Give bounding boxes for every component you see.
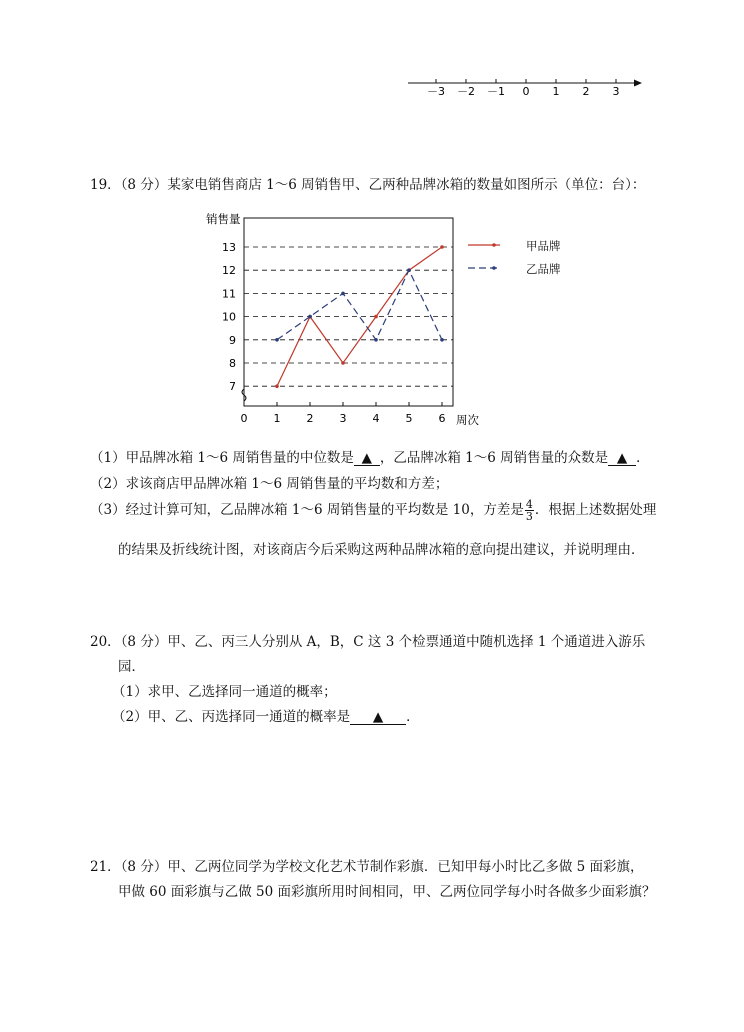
- q20-score: （8 分）: [120, 634, 168, 650]
- q19-part3-line2: [118, 538, 645, 558]
- q20-blank-mark: ▲: [372, 709, 384, 725]
- q19-blank-mode-mark: ▲: [616, 450, 628, 466]
- q19-part1-text-a: （1）甲品牌冰箱 1～6 周销售量的中位数是: [90, 450, 354, 466]
- q19-part1-end: ．: [636, 450, 650, 466]
- q19-part2-text: （2）求该商店甲品牌冰箱 1～6 周销售量的平均数和方差；: [90, 476, 449, 492]
- chart-ytick-label: 12: [222, 264, 236, 278]
- number-line-tick-label: －3: [427, 85, 445, 98]
- series-point: [440, 338, 444, 342]
- number-line-tick-label: －1: [487, 85, 505, 98]
- q20-part2-text: （2）甲、乙、丙选择同一通道的概率是: [112, 709, 351, 725]
- series-point: [275, 338, 279, 342]
- number-line-tick-label: 1: [552, 85, 560, 98]
- chart-ytick-label: 7: [229, 380, 236, 394]
- q20-part2-end: ．: [406, 709, 420, 725]
- sales-line-chart: [200, 205, 500, 435]
- legend-label-yi: 乙品牌: [526, 262, 561, 276]
- legend-swatch-point: [492, 243, 496, 247]
- chart-ytick-label: 10: [222, 310, 236, 324]
- chart-xtick-label: 0: [240, 412, 248, 425]
- fraction-denominator: 3: [525, 510, 533, 523]
- series-line-yi: [277, 270, 442, 340]
- q21-score: （8 分）: [120, 859, 168, 875]
- chart-xtick-label: 2: [306, 412, 314, 425]
- q20-stem-text-b: 园．: [118, 659, 145, 675]
- q21-number: 21．: [90, 859, 121, 875]
- chart-xlabel: 周次: [456, 413, 479, 427]
- chart-xtick-label: 1: [273, 412, 281, 425]
- q19-blank-mode[interactable]: [608, 451, 636, 466]
- number-line-tick-label: 3: [612, 85, 620, 98]
- legend-label-jia: 甲品牌: [526, 239, 561, 253]
- q21-stem-line1: [90, 855, 644, 875]
- number-line-tick-label: 2: [582, 85, 590, 98]
- q20-stem-line1: [90, 630, 645, 650]
- q19-blank-median-mark: ▲: [361, 450, 373, 466]
- q19-variance-fraction: [525, 499, 534, 522]
- chart-xtick-label: 3: [339, 412, 347, 425]
- q19-part1: [90, 446, 650, 466]
- chart-ytick-label: 9: [229, 333, 236, 347]
- q21-stem-text-a: 甲、乙两位同学为学校文化艺术节制作彩旗．已知甲每小时比乙多做 5 面彩旗，: [167, 859, 644, 875]
- chart-xtick-label: 4: [372, 412, 380, 425]
- q20-number: 20．: [90, 634, 121, 650]
- q19-part3-text-c: 的结果及折线统计图，对该商店今后采购这两种品牌冰箱的意向提出建议，并说明理由．: [118, 542, 645, 558]
- q20-part1: [112, 680, 337, 700]
- q19-number: 19．: [90, 177, 121, 193]
- chart-ylabel: 销售量: [206, 212, 241, 226]
- q20-part1-text: （1）求甲、乙选择同一通道的概率；: [112, 684, 337, 700]
- q19-part3-text-a: （3）经过计算可知，乙品牌冰箱 1～6 周销售量的平均数是 10，方差是: [90, 502, 524, 518]
- fraction-numerator: 4: [525, 498, 533, 511]
- q19-part1-text-b: ，乙品牌冰箱 1～6 周销售量的众数是: [379, 450, 609, 466]
- series-point: [341, 361, 345, 365]
- series-point: [407, 268, 411, 272]
- series-point: [341, 292, 345, 296]
- chart-ytick-label: 13: [222, 241, 236, 254]
- q20-stem-line2: [118, 655, 145, 675]
- series-point: [308, 315, 312, 319]
- q19-blank-median[interactable]: [354, 451, 380, 466]
- number-line-tick-label: －2: [457, 85, 475, 98]
- chart-plot-frame: [244, 218, 453, 406]
- q19-stem-text: 某家电销售商店 1～6 周销售甲、乙两种品牌冰箱的数量如图所示（单位：台）：: [167, 177, 646, 193]
- chart-xtick-label: 6: [438, 412, 446, 425]
- q19-part2: [90, 472, 448, 492]
- series-point: [440, 245, 444, 249]
- number-line-tick-label: 0: [522, 85, 530, 98]
- series-point: [275, 384, 279, 388]
- q19-stem: [90, 173, 645, 193]
- chart-xtick-label: 5: [405, 412, 413, 425]
- series-point: [374, 338, 378, 342]
- q21-stem-line2: [118, 880, 656, 900]
- legend-swatch-point: [492, 266, 496, 270]
- q21-stem-text-b: 甲做 60 面彩旗与乙做 50 面彩旗所用时间相同，甲、乙两位同学每小时各做多少面彩旗？: [118, 884, 656, 900]
- series-point: [374, 315, 378, 319]
- q20-blank-probability[interactable]: [350, 710, 406, 725]
- chart-ytick-label: 8: [229, 357, 236, 370]
- chart-ytick-label: 11: [222, 287, 236, 301]
- number-line-arrow: [634, 80, 642, 87]
- q19-part3-line1: [90, 498, 656, 522]
- q20-part2: [112, 705, 420, 725]
- q19-score: （8 分）: [120, 177, 168, 193]
- q20-stem-text-a: 甲、乙、丙三人分别从 A，B，C 这 3 个检票通道中随机选择 1 个通道进入游乐: [167, 634, 646, 650]
- number-line: [400, 70, 650, 100]
- q19-part3-text-b: ．根据上述数据处理: [534, 502, 657, 518]
